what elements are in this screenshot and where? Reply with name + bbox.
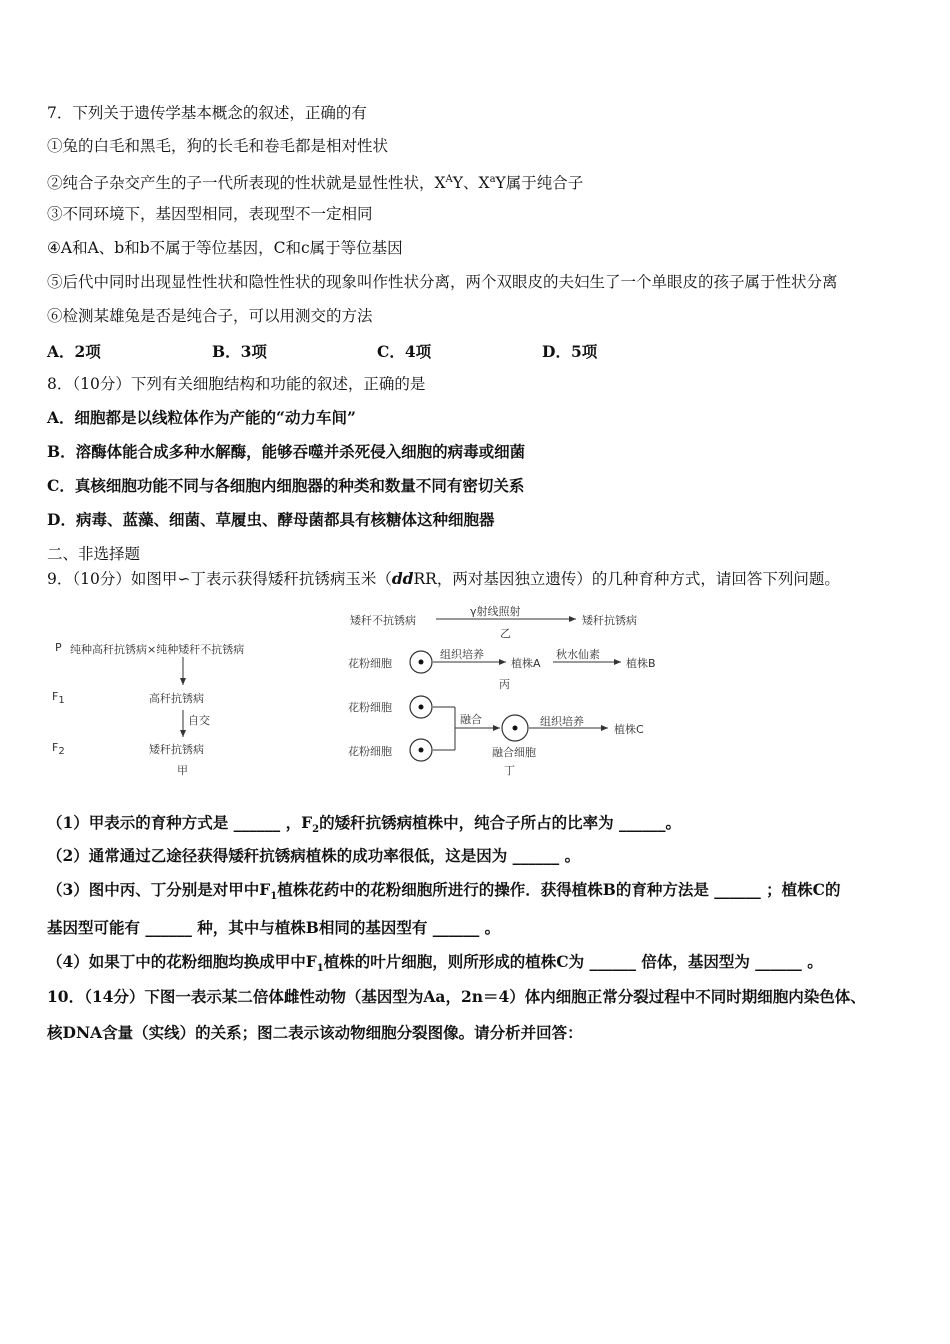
- q10-line-2: 核DNA含量（实线）的关系；图二表示该动物细胞分裂图像。请分析并回答：: [47, 1023, 583, 1042]
- f2-plant: 矮秆抗锈病: [149, 743, 204, 756]
- q9-part-3-cont: 基因型可能有 ______ 种，其中与植株B相同的基因型有 ______ 。: [47, 918, 501, 937]
- q7-statement-1: ①兔的白毛和黑毛，狗的长毛和卷毛都是相对性状: [47, 137, 389, 155]
- q7-statement-4: ④A和A、b和b不属于等位基因，C和c属于等位基因: [47, 239, 403, 257]
- f1-label: $F_1$: [52, 690, 65, 707]
- tissue-culture-1: 组织培养: [440, 648, 484, 661]
- label-yi: 乙: [500, 627, 511, 640]
- q7-statement-3: ③不同环境下，基因型相同，表现型不一定相同: [47, 205, 373, 223]
- q7-statement-5: ⑤后代中同时出现显性性状和隐性性状的现象叫作性状分离，两个双眼皮的夫妇生了一个单眼皮的孩子属于性状分离: [47, 273, 838, 291]
- q7-option-c: C．4项: [377, 342, 432, 361]
- pollen-cell-1: 花粉细胞: [348, 657, 392, 670]
- plant-c: 植株C: [614, 723, 644, 736]
- f1-plant: 高秆抗锈病: [149, 692, 204, 705]
- q7-stem: 7．下列关于遗传学基本概念的叙述，正确的有: [47, 104, 367, 122]
- q7-option-d: D．5项: [542, 342, 598, 361]
- pollen-cell-2: 花粉细胞: [348, 701, 392, 714]
- label-ding: 丁: [504, 764, 515, 777]
- q8-option-b: B．溶酶体能合成多种水解酶，能够吞噬并杀死侵入细胞的病毒或细菌: [47, 442, 526, 461]
- yi-treatment: γ射线照射: [470, 605, 521, 618]
- p-label: P: [55, 641, 62, 654]
- plant-b: 植株B: [626, 657, 656, 670]
- fusion-label: 融合: [460, 713, 482, 726]
- q10-line-1: 10．（14分）下图一表示某二倍体雌性动物（基因型为Aa，2n＝4）体内细胞正常分裂过程中不同时期细胞内染色体、: [47, 987, 866, 1006]
- q9-part-1: （1）甲表示的育种方式是 ______ ，$F_2$的矮秆抗锈病植株中，纯合子所占的比率为 ______。: [47, 813, 681, 836]
- tissue-culture-2: 组织培养: [540, 715, 584, 728]
- f2-label: $F_2$: [52, 741, 65, 758]
- q7-option-b: B．3项: [212, 342, 267, 361]
- selfing-label: 自交: [188, 714, 210, 727]
- fused-cell: 融合细胞: [492, 746, 536, 759]
- label-bing: 丙: [499, 678, 510, 691]
- pollen-cell-3: 花粉细胞: [348, 745, 392, 758]
- q7-option-a: A．2项: [47, 342, 101, 361]
- q8-stem: 8．（10分）下列有关细胞结构和功能的叙述，正确的是: [47, 375, 426, 393]
- label-jia: 甲: [177, 764, 188, 777]
- q8-option-c: C．真核细胞功能不同与各细胞内细胞器的种类和数量不同有密切关系: [47, 476, 525, 495]
- yi-end: 矮秆抗锈病: [582, 614, 637, 627]
- q9-part-4: （4）如果丁中的花粉细胞均换成甲中$F_1$植株的叶片细胞，则所形成的植株C为 ______ 倍体，基因型为 ______ 。: [47, 952, 823, 975]
- q9-part-2: （2）通常通过乙途径获得矮秆抗锈病植株的成功率很低，这是因为 ______ 。: [47, 846, 581, 865]
- p-cross: 纯种高秆抗锈病×纯种矮秆不抗锈病: [70, 643, 245, 656]
- colchicine: 秋水仙素: [556, 648, 600, 661]
- section-title: 二、非选择题: [47, 545, 141, 563]
- q9-part-3: （3）图中丙、丁分别是对甲中$F_1$植株花药中的花粉细胞所进行的操作．获得植株B的育种方法是 ______ ；植株C的: [47, 880, 841, 903]
- q8-option-d: D．病毒、蓝藻、细菌、草履虫、酵母菌都具有核糖体这种细胞器: [47, 510, 495, 529]
- q7-statement-6: ⑥检测某雄兔是否是纯合子，可以用测交的方法: [47, 307, 373, 325]
- plant-a: 植株A: [511, 657, 541, 670]
- q8-option-a: A．细胞都是以线粒体作为产能的“动力车间”: [47, 408, 356, 427]
- q9-stem: 9．（10分）如图甲∽丁表示获得矮秆抗锈病玉米（ddRR，两对基因独立遗传）的几种育种方式，请回答下列问题。: [47, 569, 840, 588]
- q7-statement-2: ②纯合子杂交产生的子一代所表现的性状就是显性性状，$X^AY$、$X^aY$属于纯合子: [47, 174, 584, 193]
- yi-start: 矮秆不抗锈病: [350, 614, 416, 627]
